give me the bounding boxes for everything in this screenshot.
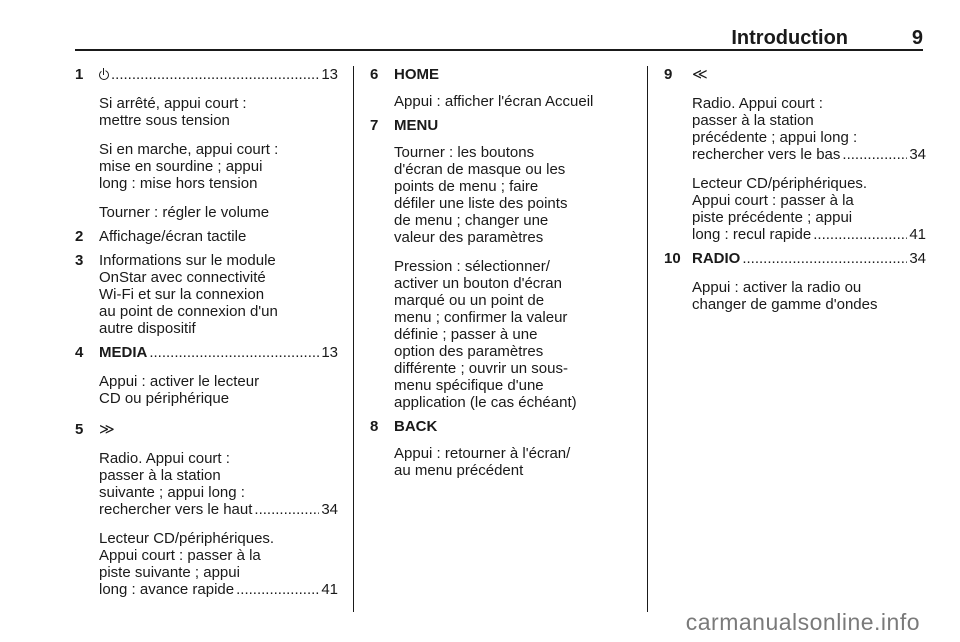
page-header (75, 27, 923, 51)
button-label: HOME (394, 66, 439, 83)
description: Si en marche, appui court : mise en sourdine ; appui long : mise hors tension (99, 141, 279, 192)
description: Appui : retourner à l'écran/ au menu précédent (394, 445, 571, 479)
page-ref: 34 (321, 501, 338, 518)
item-number: 4 (75, 344, 84, 361)
button-label: MEDIA (99, 344, 148, 361)
control-item-2: 2 Affichage/écran tactile (75, 228, 247, 245)
control-item-10 (664, 250, 926, 313)
control-item-1 (75, 66, 338, 221)
page-ref: 13 (321, 344, 338, 361)
control-item-5 (75, 421, 338, 598)
description: Appui : afficher l'écran Accueil (394, 93, 594, 110)
description: Radio. Appui court : passer à la station précédente ; appui long : rechercher vers le bas ..... 34 (692, 95, 926, 163)
item-number: 6 (370, 66, 379, 83)
description: Tourner : régler le volume (99, 204, 270, 221)
control-item-7 (370, 117, 618, 411)
control-item-4 (75, 344, 338, 407)
control-item-6 (370, 66, 618, 110)
item-number: 3 (75, 252, 84, 269)
column-1 (75, 66, 338, 598)
column-divider (647, 66, 648, 612)
description: Lecteur CD/périphériques. Appui court : passer à la piste précédente ; appui long : recul rapide ..... 41 (692, 175, 926, 243)
item-number: 9 (664, 66, 673, 83)
description: Pression : sélectionner/ activer un bouton d'écran marqué ou un point de menu ; confirmer la valeur définie ; passer à une option des paramètres différente ; ouvrir un sous- menu spécifique d'une application (le cas échéant) (394, 258, 577, 411)
button-label: MENU (394, 117, 439, 134)
page-ref: 13 (321, 66, 338, 83)
power-icon (99, 70, 109, 80)
item-number: 10 (664, 250, 681, 267)
item-number: 1 (75, 66, 84, 83)
page-number: 9 (911, 27, 923, 49)
item-number: 7 (370, 117, 379, 134)
page-ref: 34 (909, 146, 926, 163)
column-divider (353, 66, 354, 612)
item-number: 8 (370, 418, 379, 435)
column-3 (664, 66, 926, 313)
description: Appui : activer la radio ou changer de gamme d'ondes (692, 279, 878, 313)
item-number: 5 (75, 421, 84, 438)
page-title: Introduction (731, 27, 848, 49)
button-label: BACK (394, 418, 438, 435)
page-ref: 41 (909, 226, 926, 243)
page-ref: 34 (909, 250, 926, 267)
description: Radio. Appui court : passer à la station suivante ; appui long : rechercher vers le haut ..... 34 (99, 450, 338, 518)
control-item-8 (370, 418, 618, 479)
seek-back-icon: ≪ (692, 66, 708, 83)
description: Lecteur CD/périphériques. Appui court : passer à la piste suivante ; appui long : avance rapide ..... 41 (99, 530, 338, 598)
description: Si arrêté, appui court : mettre sous tension (99, 95, 247, 129)
description: Tourner : les boutons d'écran de masque ou les points de menu ; faire défiler une liste des points de menu ; changer une valeur des paramètres (394, 144, 568, 246)
seek-forward-icon: ≫ (99, 421, 115, 438)
description: Appui : activer le lecteur CD ou périphérique (99, 373, 260, 407)
watermark: carmanualsonline.info (685, 609, 920, 635)
column-2 (370, 66, 618, 479)
control-item-9 (664, 66, 926, 243)
control-item-3: 3 Informations sur le module OnStar avec connectivité Wi-Fi et sur la connexion au point de connexion d'un autre dispositif (75, 252, 278, 337)
button-label: RADIO (692, 250, 741, 267)
page-ref: 41 (321, 581, 338, 598)
item-number: 2 (75, 228, 84, 245)
